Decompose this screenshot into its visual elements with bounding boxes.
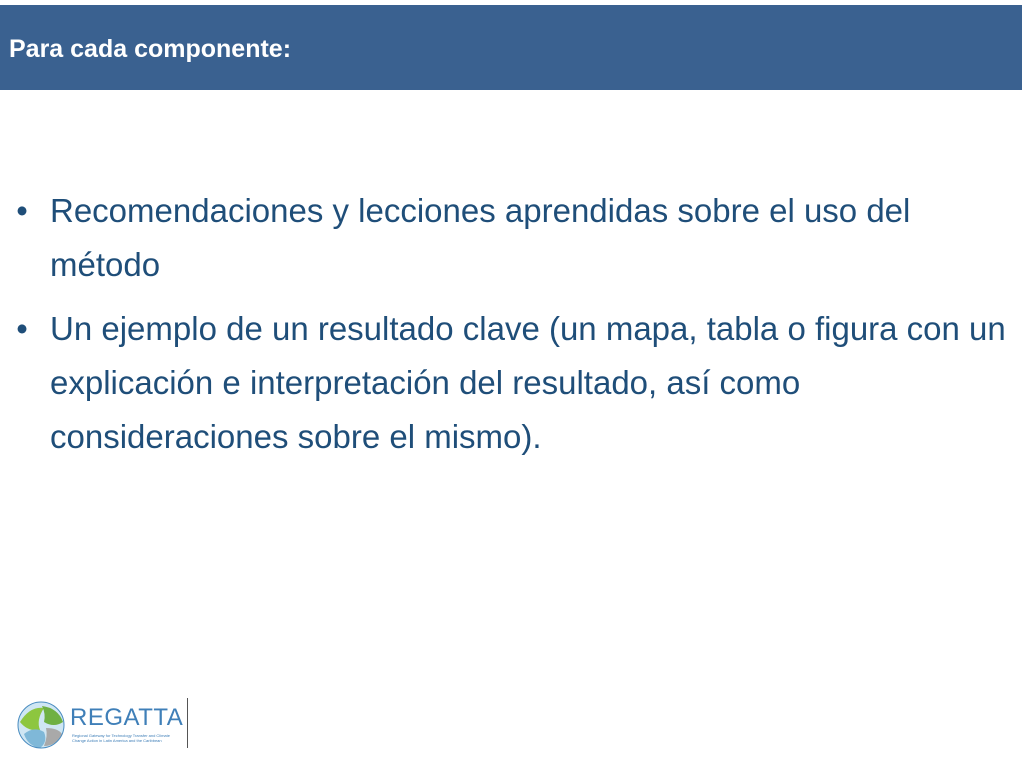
logo-wordmark: REGATTA <box>70 704 184 731</box>
bullet-list <box>12 184 1014 474</box>
regatta-logo <box>14 698 190 750</box>
bullet-text: Un ejemplo de un resultado clave (un mapa, tabla o figura con un explicación e interpretación del resultado, así como consideraciones sobre el mismo). <box>50 310 1006 455</box>
bullet-item <box>12 302 1014 464</box>
logo-tagline: Regional Gateway for Technology Transfer and Climate Change Action in Latin America and the Caribbean <box>72 733 170 743</box>
regatta-globe-icon <box>14 698 70 750</box>
logo-divider <box>187 698 188 748</box>
bullet-marker: • <box>16 192 28 229</box>
bullet-text: Recomendaciones y lecciones aprendidas sobre el uso del método <box>50 192 911 283</box>
bullet-item <box>12 184 1014 292</box>
title-bar <box>0 5 1022 90</box>
slide-title: Para cada componente: <box>9 35 292 63</box>
bullet-marker: • <box>16 310 28 347</box>
